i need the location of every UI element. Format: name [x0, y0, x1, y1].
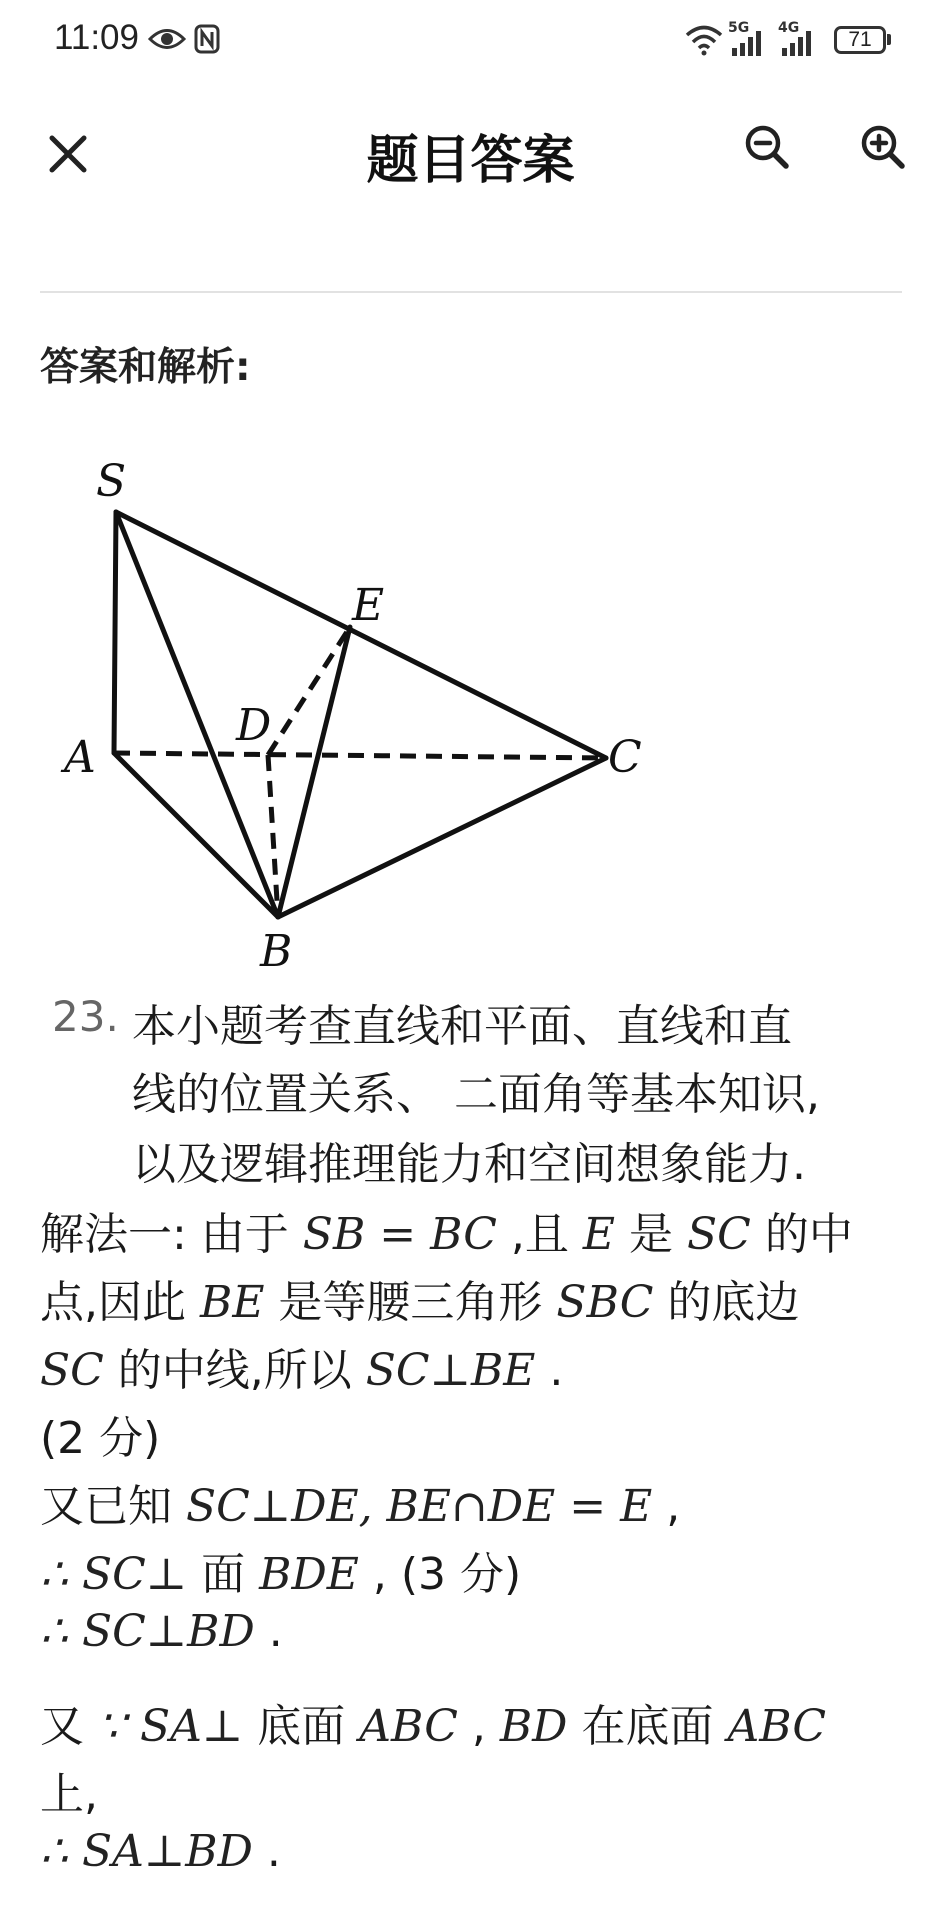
page-title: 题目答案 — [366, 131, 575, 191]
wifi-icon — [684, 24, 724, 56]
label-e: E — [352, 580, 385, 631]
solution-line-7: ∴ SC⊥BD . — [40, 1606, 283, 1657]
edge-be — [278, 627, 350, 917]
status-bar — [0, 0, 941, 80]
label-d: D — [236, 700, 272, 751]
label-a: A — [64, 732, 96, 783]
solution-line-5: 又已知 SC⊥DE, BE∩DE = E , — [40, 1481, 681, 1532]
solution-line-8: 又 ∵ SA⊥ 底面 ABC , BD 在底面 ABC — [40, 1701, 827, 1752]
solution-line-3: SC 的中线,所以 SC⊥BE . — [40, 1345, 564, 1396]
question-line-1: 本小题考查直线和平面、直线和直 — [132, 1001, 792, 1052]
solution-line-1: 解法一: 由于 SB = BC ,且 E 是 SC 的中 — [40, 1209, 853, 1260]
solution-line-4: (2 分) — [40, 1413, 161, 1464]
header-divider — [40, 291, 902, 293]
solution-line-6: ∴ SC⊥ 面 BDE , (3 分) — [40, 1549, 522, 1600]
status-time: 11:09 — [54, 18, 139, 57]
label-b: B — [260, 926, 293, 977]
label-c: C — [608, 732, 642, 783]
signal-4g-icon — [780, 30, 816, 56]
question-line-2: 线的位置关系、 二面角等基本知识, — [132, 1069, 820, 1120]
label-s: S — [96, 456, 127, 507]
signal-5g-label: 5G — [728, 20, 750, 36]
header — [0, 90, 941, 200]
signal-4g-label: 4G — [778, 20, 800, 36]
battery-icon: 71 — [834, 26, 886, 54]
pyramid-figure — [58, 420, 658, 980]
answer-section-label: 答案和解析: — [40, 345, 251, 390]
zoom-in-button[interactable] — [856, 120, 912, 176]
solution-line-10: ∴ SA⊥BD . — [40, 1826, 281, 1877]
edge-de-dashed — [268, 627, 350, 755]
solution-line-9: 上, — [40, 1769, 98, 1820]
edge-sa — [114, 512, 116, 753]
question-number: 23. — [52, 992, 119, 1041]
nfc-icon — [194, 24, 220, 54]
edge-sc — [116, 512, 606, 758]
eye-icon — [148, 24, 186, 54]
solution-line-2: 点,因此 BE 是等腰三角形 SBC 的底边 — [40, 1277, 800, 1328]
signal-5g-icon — [730, 30, 766, 56]
battery-tip — [887, 34, 891, 45]
question-line-3: 以及逻辑推理能力和空间想象能力. — [132, 1139, 806, 1190]
zoom-out-button[interactable] — [740, 120, 796, 176]
edge-bc — [278, 758, 606, 917]
edge-ac-dashed — [114, 753, 606, 758]
edge-ab — [114, 753, 278, 917]
